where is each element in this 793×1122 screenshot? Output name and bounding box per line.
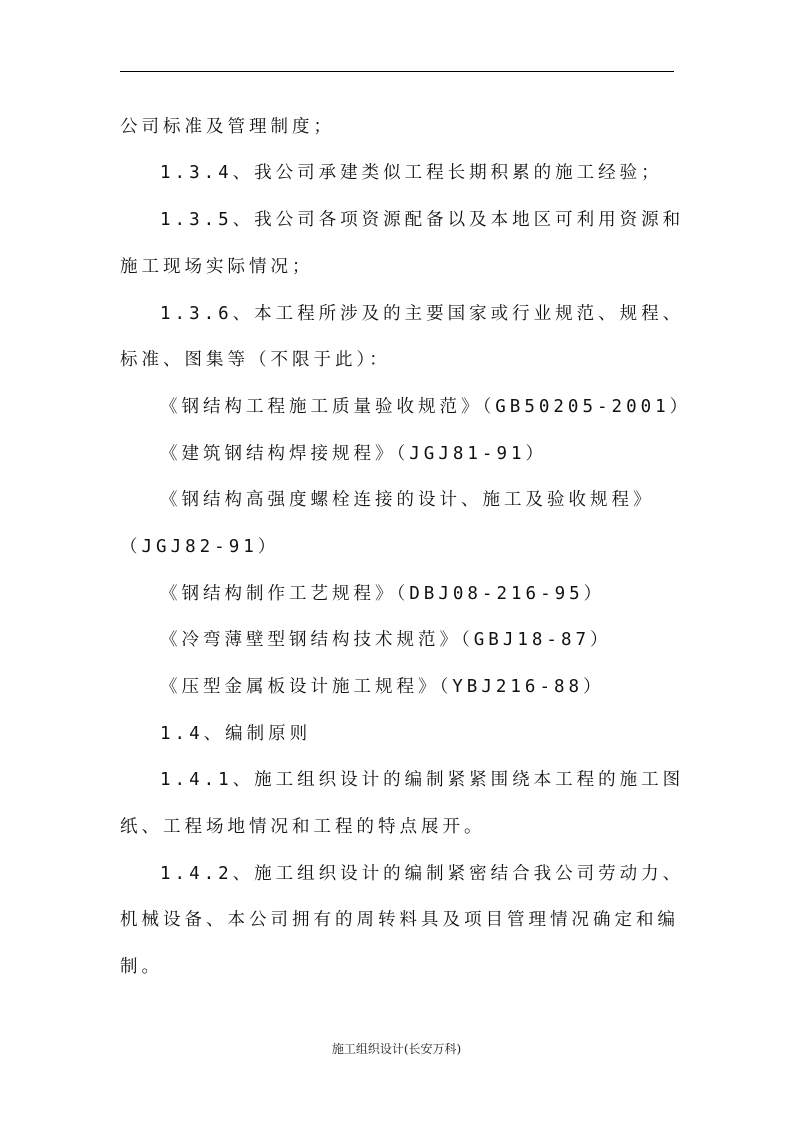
standard-jgj81: 《建筑钢结构焊接规程》（JGJ81-91） (160, 444, 548, 464)
standard-gb50205: 《钢结构工程施工质量验收规范》（GB50205-2001） (160, 397, 692, 417)
item-1-4-2-end: 制。 (120, 957, 163, 977)
section-1-4-heading: 1.4、编制原则 (160, 724, 312, 744)
item-1-3-6-cont: 标准、图集等（不限于此）： (120, 350, 391, 370)
standard-ybj216: 《压型金属板设计施工规程》（YBJ216-88） (160, 677, 605, 697)
text-line-continuation: 公司标准及管理制度； (120, 117, 335, 137)
item-1-3-4: 1.3.4、我公司承建类似工程长期积累的施工经验； (160, 163, 663, 183)
standard-gbj18: 《冷弯薄壁型钢结构技术规范》（GBJ18-87） (160, 630, 612, 650)
item-1-4-1-cont: 纸、工程场地情况和工程的特点展开。 (120, 817, 486, 837)
page-footer: 施工组织设计(长安万科) (331, 1042, 462, 1056)
item-1-3-5-cont: 施工现场实际情况； (120, 257, 314, 277)
item-1-4-2: 1.4.2、施工组织设计的编制紧密结合我公司劳动力、 (160, 864, 685, 884)
standard-jgj82: 《钢结构高强度螺栓连接的设计、施工及验收规程》 (160, 490, 655, 510)
item-1-4-1: 1.4.1、施工组织设计的编制紧紧围绕本工程的施工图 (160, 770, 685, 790)
standard-jgj82-code: （JGJ82-91） (120, 537, 280, 557)
item-1-3-5: 1.3.5、我公司各项资源配备以及本地区可利用资源和 (160, 210, 685, 230)
standard-dbj08: 《钢结构制作工艺规程》（DBJ08-216-95） (160, 584, 606, 604)
item-1-4-2-cont: 机械设备、本公司拥有的周转料具及项目管理情况确定和编 (120, 910, 679, 930)
item-1-3-6: 1.3.6、本工程所涉及的主要国家或行业规范、规程、 (160, 304, 685, 324)
header-rule (120, 71, 674, 72)
